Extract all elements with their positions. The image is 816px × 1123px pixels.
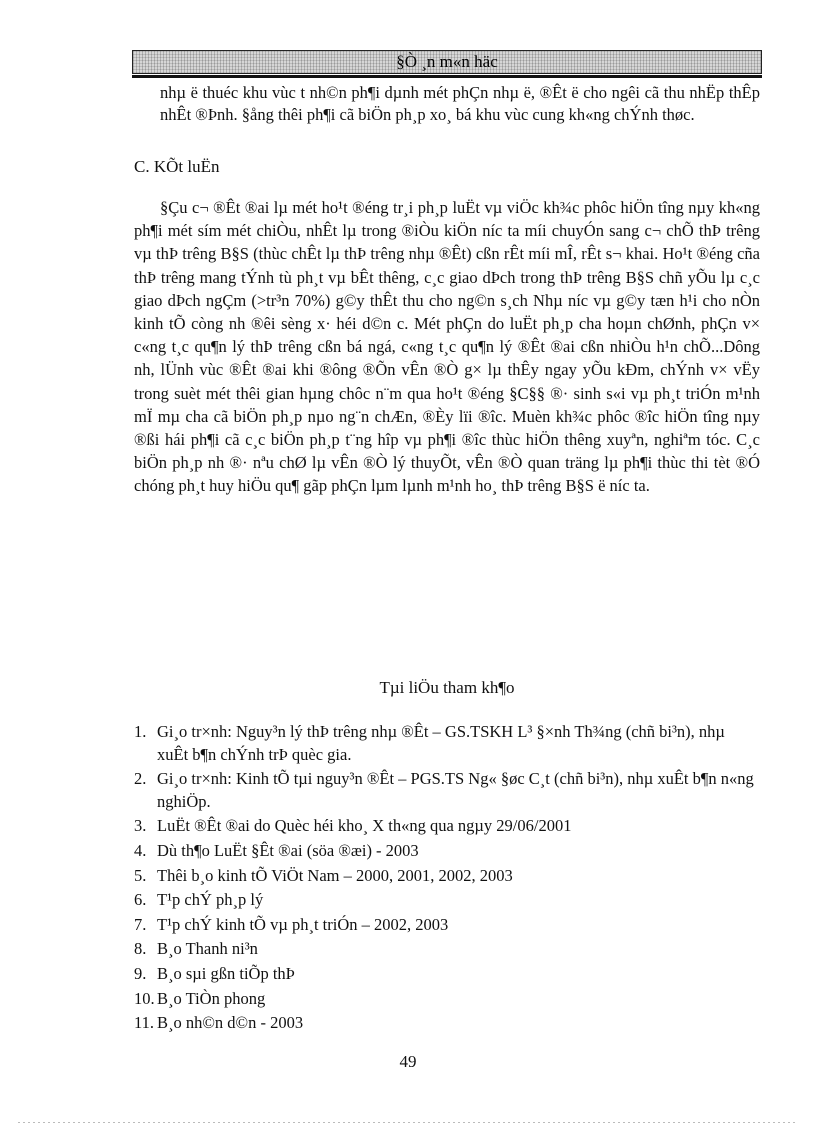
list-item-number: 9. — [134, 963, 147, 983]
list-item-number: 4. — [134, 840, 147, 860]
list-item-text: Gi¸o tr×nh: Kinh tÕ tµi nguy³n ®Êt – PGS.TS Ng« §øc C¸t (chñ bi³n), nhµ xuÊt b¶n n«ng nghiÖp. — [157, 769, 754, 811]
list-item — [134, 889, 760, 912]
list-item-number: 1. — [134, 722, 147, 741]
list-item — [134, 914, 760, 937]
list-item-text: Gi¸o tr×nh: Nguy³n lý thÞ trêng nhµ ®Êt – GS.TSKH L³ §×nh Th¾ng (chñ bi³n), nhµ xuÊt b¶n chÝnh trÞ quèc gia. — [157, 722, 725, 764]
list-item — [134, 768, 760, 813]
list-item-text: T¹p chÝ ph¸p lý — [157, 890, 264, 910]
list-item-text: B¸o TiÒn phong — [157, 988, 266, 1008]
list-item-text: Thêi b¸o kinh tÕ ViÖt Nam – 2000, 2001, 2002, 2003 — [157, 865, 513, 885]
list-item-text: T¹p chÝ kinh tÕ vµ ph¸t triÓn – 2002, 2003 — [157, 914, 449, 934]
list-item-number: 8. — [134, 939, 147, 959]
list-item — [134, 1012, 760, 1035]
list-item-text: B¸o Thanh ni³n — [157, 939, 258, 959]
list-item-number: 10. — [134, 988, 155, 1008]
section-heading: C. KÕt luËn — [134, 157, 220, 176]
list-item-text: B¸o sµi gßn tiÕp thÞ — [157, 963, 295, 983]
list-item — [134, 815, 760, 838]
list-item-number: 7. — [134, 914, 147, 934]
list-item-number: 5. — [134, 865, 147, 885]
intro-paragraph: nhµ ë thuéc khu vùc t nh©n ph¶i dµnh mét phÇn nhµ ë, ®Êt ë cho ngêi cã thu nhËp thÊp nhÊt ®Þnh. §ång thêi ph¶i cã biÖn ph¸p xo¸ bá khu vùc cung kh«ng chÝnh thøc. — [160, 83, 760, 125]
list-item — [134, 840, 760, 863]
list-item — [134, 865, 760, 888]
list-item — [134, 963, 760, 986]
list-item-number: 6. — [134, 890, 147, 910]
references-title: Tµi liÖu tham kh¶o — [379, 678, 515, 697]
list-item-text: Dù th¶o LuËt §Êt ®ai (söa ®æi) - 2003 — [157, 840, 419, 860]
list-item — [134, 938, 760, 961]
list-item-number: 11. — [134, 1013, 155, 1033]
conclusion-paragraph: §Çu c¬ ®Êt ®ai lµ mét ho¹t ®éng tr¸i ph¸p luËt vµ viÖc kh¾c phôc hiÖn tîng nµy kh«ng ph¶i mét sím mét chiÒu, nhÊt lµ trong ®iÒu kiÖn níc ta míi chuyÓn sang c¬ chÕ thÞ trêng vµ thÞ trêng B§S (thùc chÊt lµ thÞ trêng nhµ ®Êt) cßn rÊt míi mÎ, rÊt s¬ khai. Ho¹t ®éng cña thÞ trêng mang tÝnh tù ph¸t vµ bÊt thêng, c¸c giao dÞch trong thÞ trêng B§S chñ yÕu lµ c¸c giao dÞch ngÇm (>tr³n 70%) g©y thÊt thu cho ng©n s¸ch Nhµ níc vµ g©y tæn h¹i cho nÒn kinh tÕ còng nh ®êi sèng x· héi d©n c. Mét phÇn do luËt ph¸p cha hoµn chØnh, phÇn v× c«ng t¸c qu¶n lý thÞ trêng cßn bá ngá, c«ng t¸c qu¶n lý ®Êt ®ai cßn nhiÒu h¹n chÕ...Dông nh, lÜnh vùc ®Êt ®ai khi ®ông ®Õn vÊn ®Ò g× lµ thÊy ngay yÕu kÐm, chÝnh v× vËy trong suèt mét thêi gian hµng chôc n¨m qua ho¹t ®éng §C§§ ®· sinh s«i vµ ph¸t triÓn m¹nh mÏ mµ cha cã biÖn ph¸p nµo ng¨n chÆn, ®Èy lïi ®îc. Muèn kh¾c phôc ®îc hiÖn tîng nµy ®ßi hái ph¶i cã c¸c biÖn ph¸p t¨ng hîp vµ ph¶i ®îc thùc hiÖn thêng xuyªn, nghiªm tóc. C¸c biÖn ph¸p nh ®· nªu chØ lµ vÊn ®Ò lý thuyÕt, vÊn ®Ò quan träng lµ ph¶i thùc thi tèt ®Ó chóng ph¸t huy hiÖu qu¶ gãp phÇn lµm lµnh m¹nh ho¸ thÞ trêng B§S ë níc ta. — [134, 198, 760, 496]
list-item — [134, 721, 760, 766]
list-item-text: B¸o nh©n d©n - 2003 — [157, 1013, 304, 1033]
list-item-number: 3. — [134, 816, 147, 836]
page-header-band — [132, 50, 762, 74]
list-item — [134, 988, 760, 1011]
references-list — [134, 721, 760, 1037]
list-item-text: LuËt ®Êt ®ai do Quèc héi kho¸ X th«ng qua ngµy 29/06/2001 — [157, 816, 572, 836]
header-rule — [132, 75, 762, 78]
list-item-number: 2. — [134, 769, 147, 789]
header-title: §Ò ¸n m«n häc — [396, 52, 498, 71]
page-number: 49 — [399, 1052, 417, 1071]
